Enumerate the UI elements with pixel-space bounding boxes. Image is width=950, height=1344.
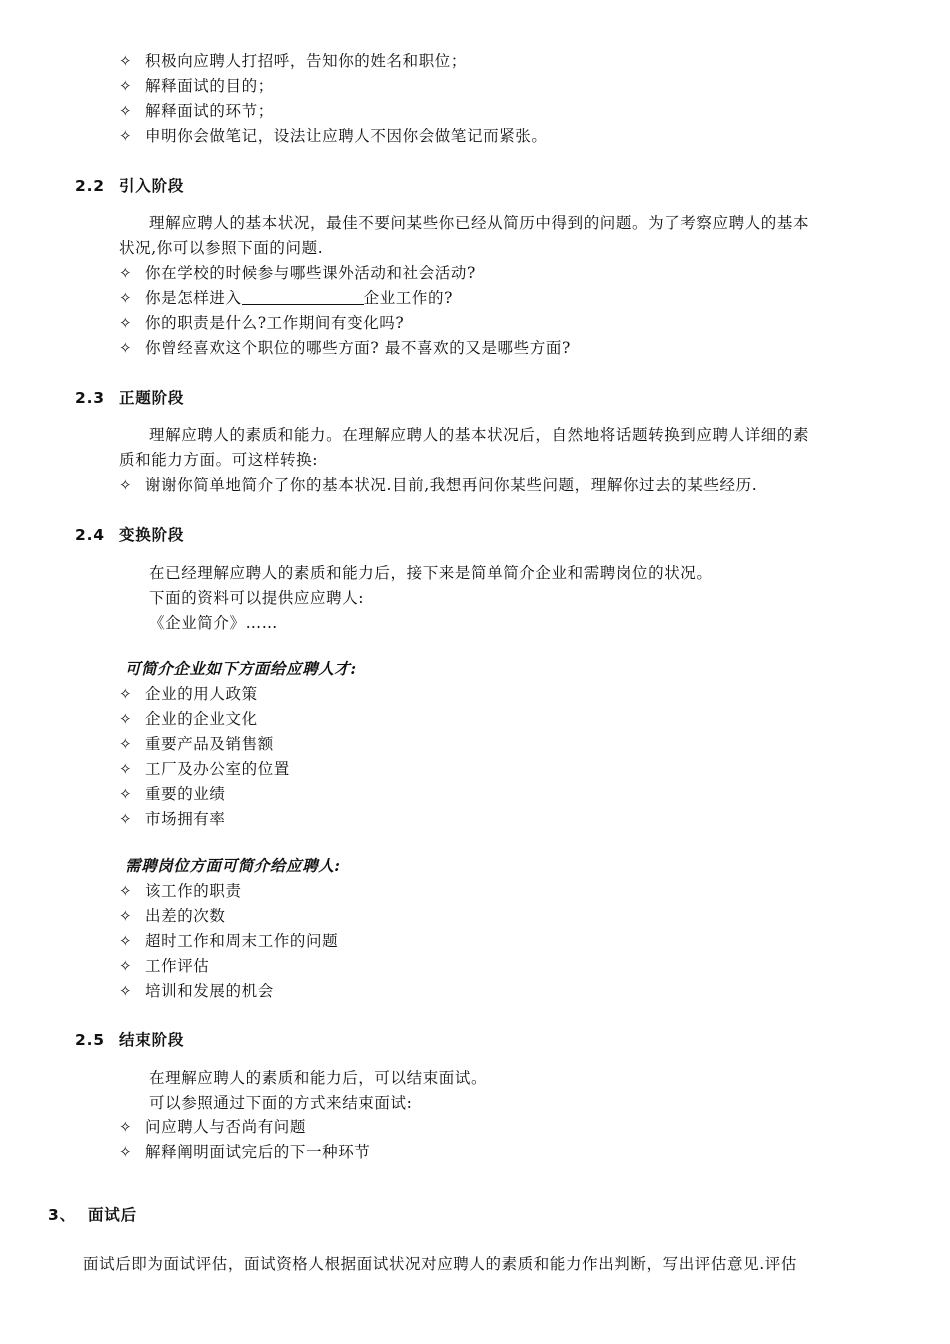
paragraph-line: 理解应聘人的基本状况，最佳不要问某些你已经从简历中得到的问题。为了考察应聘人的基本	[149, 214, 810, 232]
diamond-bullet-icon: ✧	[119, 339, 133, 357]
list-item: ✧ 企业的用人政策	[119, 685, 258, 703]
list-item: ✧ 出差的次数	[119, 907, 226, 925]
list-item: ✧ 工厂及办公室的位置	[119, 760, 290, 778]
list-item: ✧ 解释面试的目的；	[119, 77, 274, 95]
list-item: ✧ 该工作的职责	[119, 882, 242, 900]
diamond-bullet-icon: ✧	[119, 264, 133, 282]
diamond-bullet-icon: ✧	[119, 735, 133, 753]
section-heading-2-4: 2.4 变换阶段	[75, 526, 185, 544]
diamond-bullet-icon: ✧	[119, 982, 133, 1000]
paragraph-line: 下面的资料可以提供应应聘人:	[149, 589, 365, 607]
diamond-bullet-icon: ✧	[119, 882, 133, 900]
list-item: ✧ 申明你会做笔记，设法让应聘人不因你会做笔记而紧张。	[119, 127, 548, 145]
diamond-bullet-icon: ✧	[119, 932, 133, 950]
list-item: ✧ 谢谢你简单地简介了你的基本状况.目前,我想再问你某些问题，理解你过去的某些经历.	[119, 476, 758, 494]
list-item: ✧ 超时工作和周末工作的问题	[119, 932, 339, 950]
diamond-bullet-icon: ✧	[119, 710, 133, 728]
diamond-bullet-icon: ✧	[119, 907, 133, 925]
paragraph-line: 状况,你可以参照下面的问题.	[119, 239, 324, 257]
diamond-bullet-icon: ✧	[119, 102, 133, 120]
diamond-bullet-icon: ✧	[119, 1118, 133, 1136]
diamond-bullet-icon: ✧	[119, 77, 133, 95]
list-item: ✧ 你的职责是什么?工作期间有变化吗?	[119, 314, 405, 332]
list-item: ✧ 积极向应聘人打招呼，告知你的姓名和职位；	[119, 52, 468, 70]
list-item: ✧ 问应聘人与否尚有问题	[119, 1118, 307, 1136]
diamond-bullet-icon: ✧	[119, 476, 133, 494]
paragraph-line: 面试后即为面试评估，面试资格人根据面试状况对应聘人的素质和能力作出判断，写出评估意见.评估	[83, 1255, 797, 1273]
list-item: ✧ 你在学校的时候参与哪些课外活动和社会活动?	[119, 264, 476, 282]
list-item: ✧ 市场拥有率	[119, 810, 226, 828]
diamond-bullet-icon: ✧	[119, 685, 133, 703]
paragraph-line: 在理解应聘人的素质和能力后，可以结束面试。	[149, 1069, 488, 1087]
section-heading-2-5: 2.5 结束阶段	[75, 1031, 185, 1049]
list-item: ✧ 工作评估	[119, 957, 210, 975]
subheading-position: 需聘岗位方面可简介给应聘人:	[125, 856, 341, 875]
paragraph-line: 理解应聘人的素质和能力。在理解应聘人的基本状况后，自然地将话题转换到应聘人详细的素	[149, 426, 810, 444]
diamond-bullet-icon: ✧	[119, 760, 133, 778]
diamond-bullet-icon: ✧	[119, 957, 133, 975]
section-heading-2-2: 2.2 引入阶段	[75, 177, 185, 195]
list-item: ✧ 你是怎样进入 企业工作的?	[119, 289, 454, 307]
section-heading-2-3: 2.3 正题阶段	[75, 389, 185, 407]
list-item: ✧ 解释阐明面试完后的下一种环节	[119, 1143, 371, 1161]
diamond-bullet-icon: ✧	[119, 1143, 133, 1161]
fill-in-blank	[242, 288, 364, 305]
diamond-bullet-icon: ✧	[119, 52, 133, 70]
list-item: ✧ 培训和发展的机会	[119, 982, 274, 1000]
list-item: ✧ 解释面试的环节；	[119, 102, 274, 120]
paragraph-line: 《企业简介》……	[149, 614, 278, 632]
list-item: ✧ 你曾经喜欢这个职位的哪些方面? 最不喜欢的又是哪些方面?	[119, 339, 571, 357]
list-item: ✧ 企业的企业文化	[119, 710, 258, 728]
section-heading-3: 3、 面试后	[48, 1206, 137, 1224]
diamond-bullet-icon: ✧	[119, 314, 133, 332]
list-item: ✧ 重要产品及销售额	[119, 735, 274, 753]
paragraph-line: 在已经理解应聘人的素质和能力后，接下来是简单简介企业和需聘岗位的状况。	[149, 564, 713, 582]
diamond-bullet-icon: ✧	[119, 127, 133, 145]
diamond-bullet-icon: ✧	[119, 289, 133, 307]
paragraph-line: 质和能力方面。可这样转换:	[119, 451, 319, 469]
paragraph-line: 可以参照通过下面的方式来结束面试:	[149, 1094, 413, 1112]
diamond-bullet-icon: ✧	[119, 810, 133, 828]
list-item: ✧ 重要的业绩	[119, 785, 226, 803]
subheading-company: 可简介企业如下方面给应聘人才:	[125, 659, 357, 678]
diamond-bullet-icon: ✧	[119, 785, 133, 803]
